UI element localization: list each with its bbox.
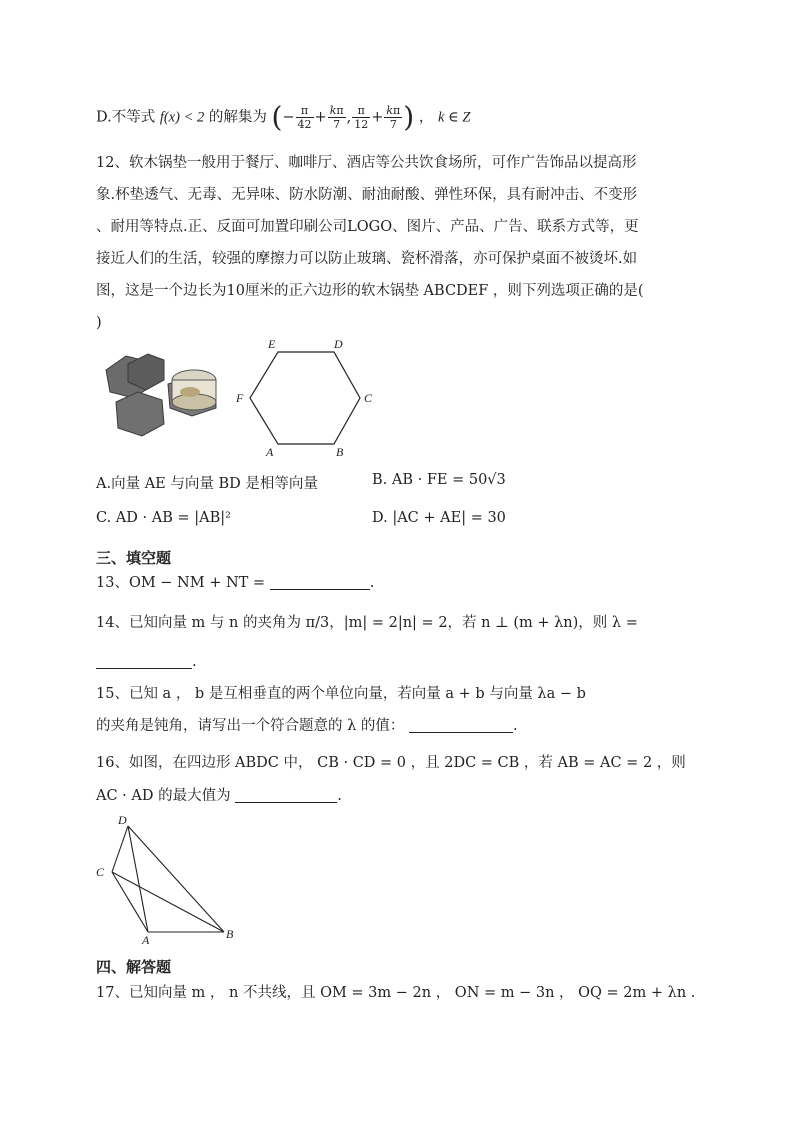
q14-answer-line: . (96, 652, 197, 672)
section-heading-answer: 四、解答题 (96, 958, 172, 976)
q16-line2: AC · AD 的最大值为 (96, 788, 231, 804)
q13-text: 13、OM − NM + NT = (96, 575, 266, 591)
q16-line1: 16、如图，在四边形 ABDC 中， CB · CD = 0 ，且 2DC = CB ，若 AB = AC = 2 ，则 (96, 755, 686, 771)
q11-option-d: D.不等式 f(x) < 2 的解集为 (− $\frac{\pi}{42}$ + $\frac{k\pi}{7}$ , $\frac{\pi}{12}$ + $\frac{k\pi}{7}$ ) ， k ∈ Z (96, 100, 471, 134)
q16-answer-blank[interactable] (235, 802, 337, 803)
hexagon-abcdef (250, 352, 360, 444)
q16: AC · AD 的最大值为 . (96, 788, 342, 804)
fig-label-a: A (142, 933, 150, 946)
coaster-photo (98, 350, 230, 450)
q15-answer-blank[interactable] (409, 732, 513, 733)
fig-label-b: B (226, 927, 234, 941)
hex-label-e: E (268, 337, 276, 351)
q14 (96, 613, 638, 633)
q12-stem-line: ) (96, 315, 102, 331)
q12-stem-line: 、耐用等特点.正、反面可加置印刷公司LOGO、图片、产品、广告、联系方式等，更 (96, 219, 639, 235)
hexagon-figure (232, 336, 380, 460)
q12-stem (96, 147, 696, 339)
q17: 17、已知向量 m ， n 不共线，且 OM = 3m − 2n ， ON = m − 3n ， OQ = 2m + λn . (96, 985, 696, 1001)
q13-answer-blank[interactable] (270, 589, 370, 590)
segment-dc (112, 826, 128, 872)
q14-answer-blank[interactable] (96, 668, 192, 669)
hex-label-c: C (364, 391, 373, 405)
segment-db (128, 826, 224, 932)
q12-stem-line: 12、软木锅垫一般用于餐厅、咖啡厅、酒店等公共饮食场所，可作广告饰品以提高形 (96, 155, 637, 171)
fig-label-d: D (118, 813, 127, 827)
coaster-hex (116, 392, 164, 436)
ice-icon (180, 387, 200, 397)
section-heading-fill-in: 三、填空题 (96, 549, 172, 567)
q11-option-d-suffix: ， (418, 109, 434, 126)
quadrilateral-figure (92, 812, 242, 946)
q11-k-domain: k ∈ Z (437, 109, 471, 126)
q12-option-d: D. |AC + AE| = 30 (372, 510, 506, 526)
q12-stem-line: 图，这是一个边长为10厘米的正六边形的软木锅垫 ABCDEF ，则下列选项正确的是( (96, 283, 644, 299)
q11-option-d-mid: 的解集为 (208, 109, 267, 126)
fig-label-c: C (96, 865, 105, 879)
q12-option-c: C. AD · AB = |AB|² (96, 510, 231, 526)
q11-option-d-prefix: D.不等式 (96, 109, 156, 126)
q12-option-a: A.向量 AE 与向量 BD 是相等向量 (96, 476, 318, 492)
hex-label-f: F (236, 391, 244, 405)
q12-option-b: B. AB · FE = 50√3 (372, 472, 506, 488)
hex-label-a: A (266, 445, 274, 459)
q11-inequality: f(x) < 2 (159, 109, 205, 126)
q15: 的夹角是钝角，请写出一个符合题意的 λ 的值： . (96, 718, 518, 734)
q15-line1: 15、已知 a ， b 是互相垂直的两个单位向量，若向量 a + b 与向量 λa − b (96, 686, 586, 702)
q12-stem-line: 接近人们的生活，较强的摩擦力可以防止玻璃、瓷杯滑落，亦可保护桌面不被烫坏.如 (96, 251, 638, 267)
q12-stem-line: 象.杯垫透气、无毒、无异味、防水防潮、耐油耐酸、弹性环保，具有耐冲击、不变形 (96, 187, 638, 203)
q13: 13、OM − NM + NT = . (96, 575, 375, 591)
hex-label-d: D (334, 337, 343, 351)
hex-label-b: B (336, 445, 344, 459)
q14-text: 14、已知向量 m 与 n 的夹角为 π/3，|m| = 2|n| = 2，若 n ⊥ (m + λn)，则 λ = (96, 615, 638, 631)
q15-line2: 的夹角是钝角，请写出一个符合题意的 λ 的值： (96, 718, 405, 734)
segment-cb (112, 872, 224, 932)
